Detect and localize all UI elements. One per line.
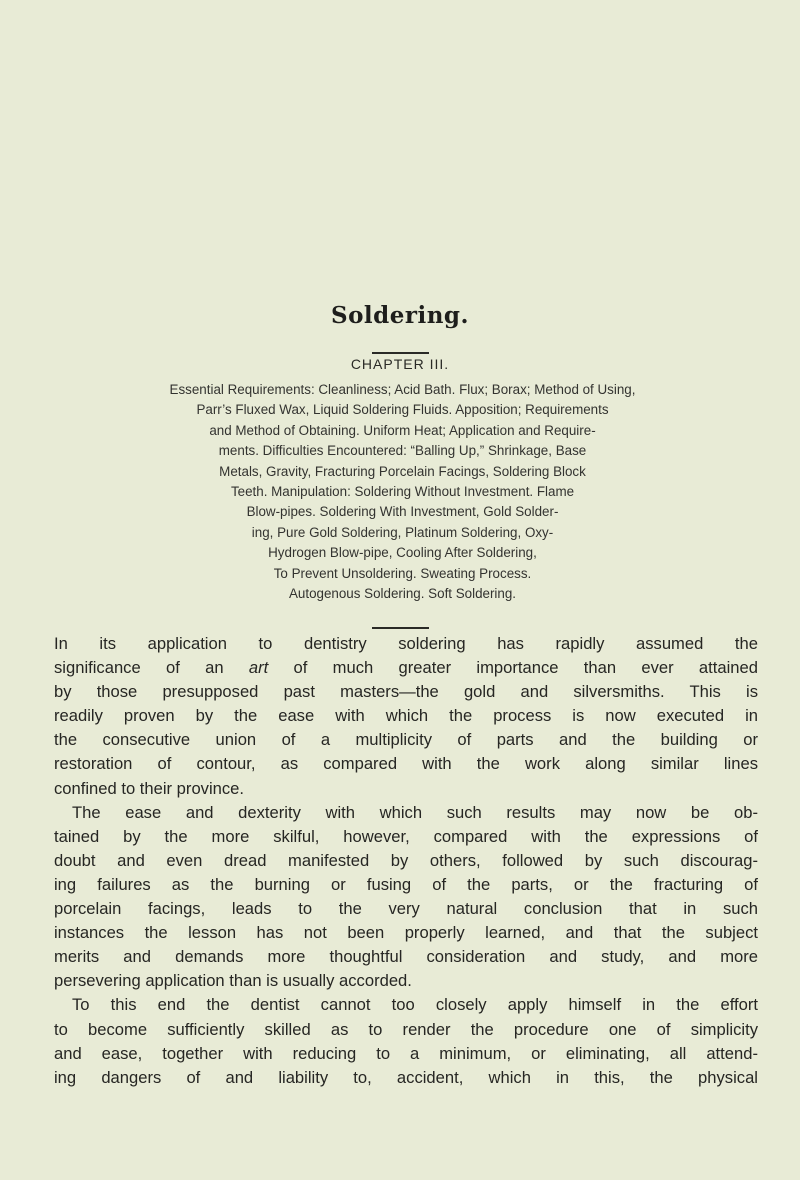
- body-line: restoration of contour, as compared with the work along similar lines: [54, 754, 758, 774]
- body-line: ing failures as the burning or fusing of the parts, or the fracturing of: [54, 874, 758, 894]
- body-text: [54, 632, 758, 1090]
- synopsis-line: ments. Difficulties Encountered: “Balling Up,” Shrinkage, Base: [218, 443, 587, 459]
- synopsis-line: Teeth. Manipulation: Soldering Without Investment. Flame: [230, 484, 575, 500]
- chapter-heading: CHAPTER III.: [350, 356, 450, 372]
- body-line: and ease, together with reducing to a minimum, or eliminating, all attend-: [54, 1043, 758, 1063]
- body-line: To this end the dentist cannot too closely apply himself in the effort: [72, 995, 758, 1015]
- body-line: ing dangers of and liability to, accident, which in this, the physical: [54, 1067, 758, 1087]
- page-title: Soldering.: [330, 302, 470, 329]
- title-rule: [372, 352, 429, 354]
- synopsis-line: To Prevent Unsoldering. Sweating Process.: [273, 565, 532, 581]
- body-line: [54, 656, 758, 680]
- body-line: The ease and dexterity with which such results may now be ob-: [72, 802, 758, 822]
- synopsis-line: ing, Pure Gold Soldering, Platinum Soldering, Oxy-: [251, 524, 554, 540]
- body-text-run: significance of an: [54, 658, 249, 678]
- body-line: readily proven by the ease with which the process is now executed in: [54, 706, 758, 726]
- body-line: porcelain facings, leads to the very natural conclusion that in such: [54, 899, 758, 919]
- body-line: doubt and even dread manifested by others, followed by such discourag-: [54, 850, 758, 870]
- synopsis-line: and Method of Obtaining. Uniform Heat; Application and Require-: [209, 422, 596, 438]
- body-line: persevering application than is usually accorded.: [54, 971, 412, 991]
- section-rule: [372, 627, 429, 629]
- synopsis-line: Metals, Gravity, Fracturing Porcelain Facings, Soldering Block: [219, 463, 586, 479]
- body-line: instances the lesson has not been properly learned, and that the subject: [54, 923, 758, 943]
- body-line: to become sufficiently skilled as to render the procedure one of simplicity: [54, 1019, 758, 1039]
- synopsis-line: Autogenous Soldering. Soft Soldering.: [288, 586, 517, 602]
- synopsis-line: Parr’s Fluxed Wax, Liquid Soldering Fluids. Apposition; Requirements: [196, 402, 609, 418]
- chapter-synopsis: [54, 380, 751, 604]
- synopsis-line: Hydrogen Blow-pipe, Cooling After Soldering,: [268, 545, 537, 561]
- body-line: merits and demands more thoughtful consideration and study, and more: [54, 947, 758, 967]
- body-line: by those presupposed past masters—the gold and silversmiths. This is: [54, 682, 758, 702]
- body-line: confined to their province.: [54, 778, 245, 798]
- body-text-run: of much greater importance than ever attained: [268, 658, 758, 678]
- body-line: In its application to dentistry soldering has rapidly assumed the: [54, 634, 758, 653]
- body-line: tained by the more skilful, however, compared with the expressions of: [54, 826, 758, 846]
- body-line: the consecutive union of a multiplicity of parts and the building or: [54, 730, 758, 750]
- synopsis-line: Blow-pipes. Soldering With Investment, Gold Solder-: [246, 504, 559, 520]
- emphasis-art: art: [248, 658, 269, 678]
- synopsis-line: Essential Requirements: Cleanliness; Acid Bath. Flux; Borax; Method of Using,: [169, 382, 636, 397]
